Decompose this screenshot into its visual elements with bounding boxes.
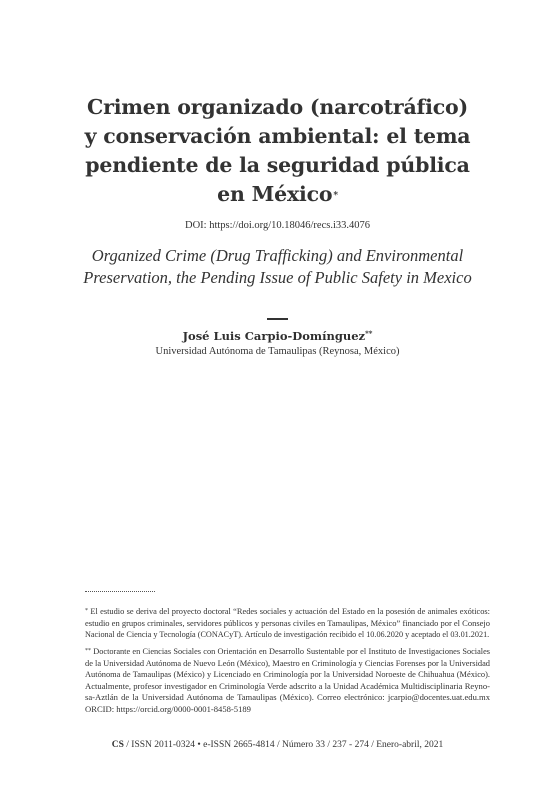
- title-line: y conservación ambiental: el tema: [84, 124, 471, 148]
- journal-issue-info: / ISSN 2011-0324 • e-ISSN 2665-4814 / Número 33 / 237 - 274 / Enero-abril, 2021: [123, 740, 444, 750]
- footnote-line: ORCID: https://orcid.org/0000-0001-8458-5189: [85, 703, 251, 714]
- footnote-line: [85, 606, 490, 618]
- footnote-line: Nacional de Ciencia y Tecnología (CONACyT). Artículo de investigación recibido el 10.06.2020 y aceptado el 03.01.2021.: [85, 630, 490, 640]
- author-name: [0, 329, 555, 343]
- english-title-line: Organized Crime (Drug Trafficking) and Environmental: [91, 246, 464, 265]
- footnote-1: [85, 606, 490, 641]
- author-affiliation: Universidad Autónoma de Tamaulipas (Reynosa, México): [155, 346, 400, 357]
- footnote-line-text: El estudio se deriva del proyecto doctoral “Redes sociales y actuación del Estado en la posesión de animales exóticos:: [90, 607, 491, 616]
- author-name-text: José Luis Carpio-Domínguez: [182, 329, 366, 343]
- footnote-mark: **: [85, 648, 91, 654]
- title-line: [40, 180, 515, 209]
- footnote-line: estudio en grupos criminales, servidores públicos y personas civiles en Tamaulipas, México” financiado por el Consejo: [85, 617, 491, 628]
- footnote-2: [85, 646, 490, 716]
- title-line: pendiente de la seguridad pública: [85, 153, 470, 177]
- footnote-line: de la Universidad Autónoma de Nuevo León (México), Maestro en Criminología y Ciencias Forenses por la Universidad: [85, 658, 490, 668]
- title-footnote-mark: *: [333, 191, 338, 201]
- journal-footer: [0, 740, 555, 750]
- article-title: [40, 93, 515, 209]
- english-title: [40, 245, 515, 289]
- title-line: Crimen organizado (narcotráfico): [87, 95, 468, 119]
- author-footnote-mark: **: [365, 329, 373, 338]
- english-title-line: Preservation, the Pending Issue of Public Safety in Mexico: [83, 268, 472, 287]
- footnote-line-text: Doctorante en Ciencias Sociales con Orientación en Desarrollo Sustentable por el Instituto de Investigaciones Sociales: [93, 647, 490, 656]
- title-line-text: en México: [217, 182, 333, 206]
- footnote-line: sa-Aztlán de la Universidad Autónoma de Tamaulipas (México). Correo electrónico: jcarpio@docentes.uat.edu.mx: [85, 692, 490, 703]
- footnote-line: [85, 646, 490, 658]
- separator-dash: [267, 318, 288, 320]
- footnote-separator: [85, 591, 155, 593]
- footnote-line: Actualmente, profesor investigador en Criminología Verde adscrito a la Unidad Académica Multidisciplinaria Reyno-: [85, 680, 490, 691]
- footnote-line: Autónoma de Tamaulipas (México) y Licenciado en Criminología por la Universidad Noroeste de Chihuahua (México).: [85, 670, 490, 680]
- doi-link[interactable]: DOI: https://doi.org/10.18046/recs.i33.4076: [184, 220, 370, 231]
- footnote-mark: *: [85, 608, 88, 614]
- journal-name: CS: [111, 740, 124, 750]
